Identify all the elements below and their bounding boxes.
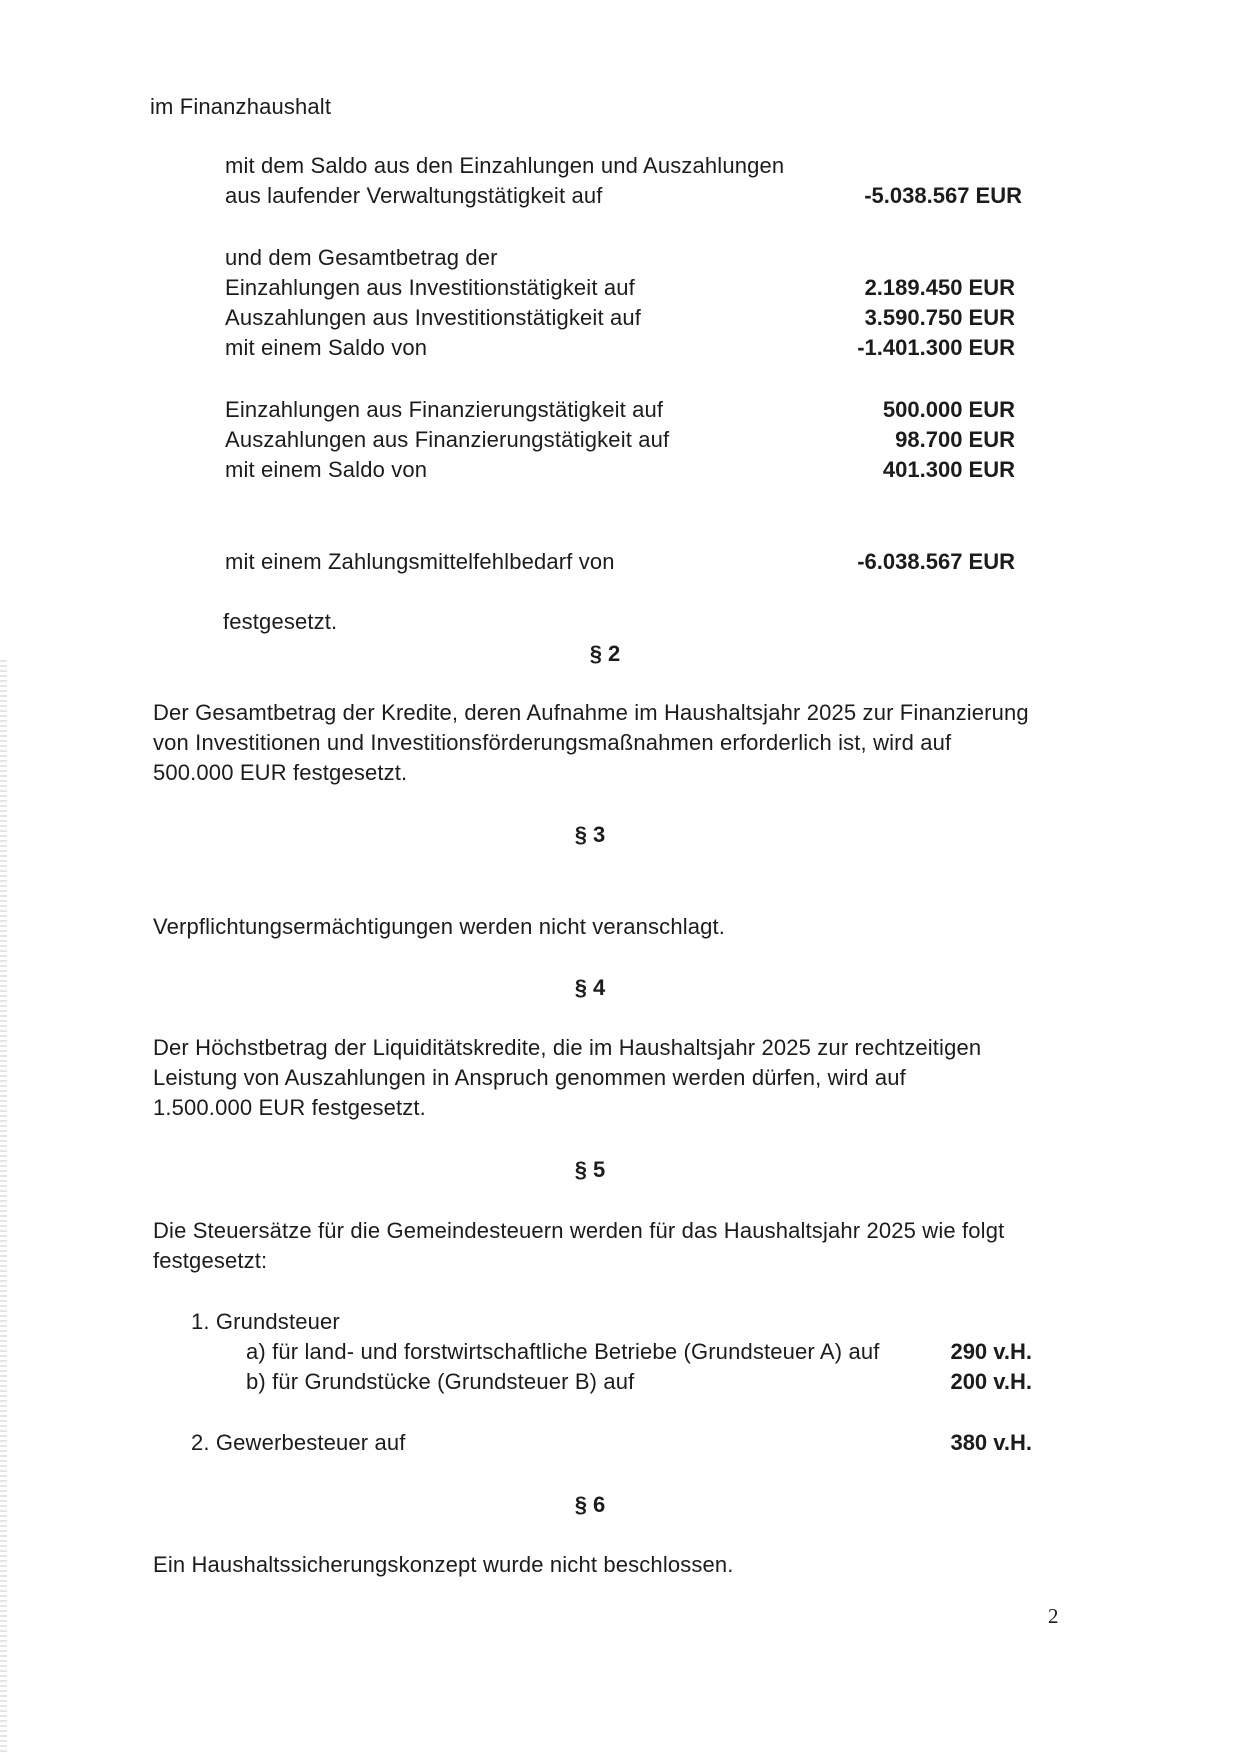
grundsteuer-b-rate: 200 v.H. xyxy=(950,1369,1032,1394)
paragraph-line: Der Höchstbetrag der Liquiditätskredite, die im Haushaltsjahr 2025 zur rechtzeitigen xyxy=(153,1035,982,1060)
line-text: mit einem Saldo von xyxy=(225,457,428,482)
line-text: aus laufender Verwaltungstätigkeit auf xyxy=(225,183,603,208)
gewerbesteuer-rate: 380 v.H. xyxy=(950,1430,1032,1455)
amount-saldo-invest: -1.401.300 EUR xyxy=(857,335,1015,360)
festgesetzt-text: festgesetzt. xyxy=(223,609,338,634)
amount-saldo-finanz: 401.300 EUR xyxy=(882,457,1015,482)
grundsteuer-label: 1. Grundsteuer xyxy=(191,1309,340,1334)
section-heading-4: § 4 xyxy=(574,975,606,1000)
paragraph-line: Der Gesamtbetrag der Kredite, deren Aufnahme im Haushaltsjahr 2025 zur Finanzierung xyxy=(153,700,1029,725)
amount-fehlbedarf: -6.038.567 EUR xyxy=(857,549,1015,574)
paragraph-line: von Investitionen und Investitionsförderungsmaßnahmen erforderlich ist, wird auf xyxy=(153,730,952,755)
line-text: Einzahlungen aus Finanzierungstätigkeit auf xyxy=(225,397,664,422)
line-text: und dem Gesamtbetrag der xyxy=(225,245,498,270)
line-text: Auszahlungen aus Finanzierungstätigkeit auf xyxy=(225,427,670,452)
paragraph-line: Verpflichtungsermächtigungen werden nicht veranschlagt. xyxy=(153,914,726,939)
section-heading-3: § 3 xyxy=(574,822,606,847)
gewerbesteuer-text: 2. Gewerbesteuer auf xyxy=(191,1430,406,1455)
section-heading-2: § 2 xyxy=(589,641,621,666)
amount-auszahlungen-invest: 3.590.750 EUR xyxy=(864,305,1015,330)
paragraph-line: festgesetzt: xyxy=(153,1248,268,1273)
line-text: Einzahlungen aus Investitionstätigkeit auf xyxy=(225,275,635,300)
grundsteuer-b-text: b) für Grundstücke (Grundsteuer B) auf xyxy=(246,1369,635,1394)
grundsteuer-a-text: a) für land- und forstwirtschaftliche Betriebe (Grundsteuer A) auf xyxy=(246,1339,880,1364)
page-number: 2 xyxy=(1048,1604,1059,1628)
amount-auszahlungen-finanz: 98.700 EUR xyxy=(895,427,1015,452)
grundsteuer-a-rate: 290 v.H. xyxy=(950,1339,1032,1364)
section-heading-5: § 5 xyxy=(574,1157,606,1182)
amount-saldo-verwaltung: -5.038.567 EUR xyxy=(864,183,1022,208)
line-text: Auszahlungen aus Investitionstätigkeit auf xyxy=(225,305,642,330)
line-text: mit dem Saldo aus den Einzahlungen und Auszahlungen xyxy=(225,153,785,178)
line-text: mit einem Saldo von xyxy=(225,335,428,360)
paragraph-line: 500.000 EUR festgesetzt. xyxy=(153,760,408,785)
amount-einzahlungen-invest: 2.189.450 EUR xyxy=(864,275,1015,300)
section-heading-6: § 6 xyxy=(574,1492,606,1517)
paragraph-line: Leistung von Auszahlungen in Anspruch genommen werden dürfen, wird auf xyxy=(153,1065,906,1090)
amount-einzahlungen-finanz: 500.000 EUR xyxy=(882,397,1015,422)
paragraph-line: 1.500.000 EUR festgesetzt. xyxy=(153,1095,426,1120)
intro-heading: im Finanzhaushalt xyxy=(150,94,332,119)
line-text: mit einem Zahlungsmittelfehlbedarf von xyxy=(225,549,615,574)
scan-edge-artifact xyxy=(0,660,7,1754)
paragraph-line: Ein Haushaltssicherungskonzept wurde nicht beschlossen. xyxy=(153,1552,734,1577)
paragraph-line: Die Steuersätze für die Gemeindesteuern werden für das Haushaltsjahr 2025 wie folgt xyxy=(153,1218,1005,1243)
